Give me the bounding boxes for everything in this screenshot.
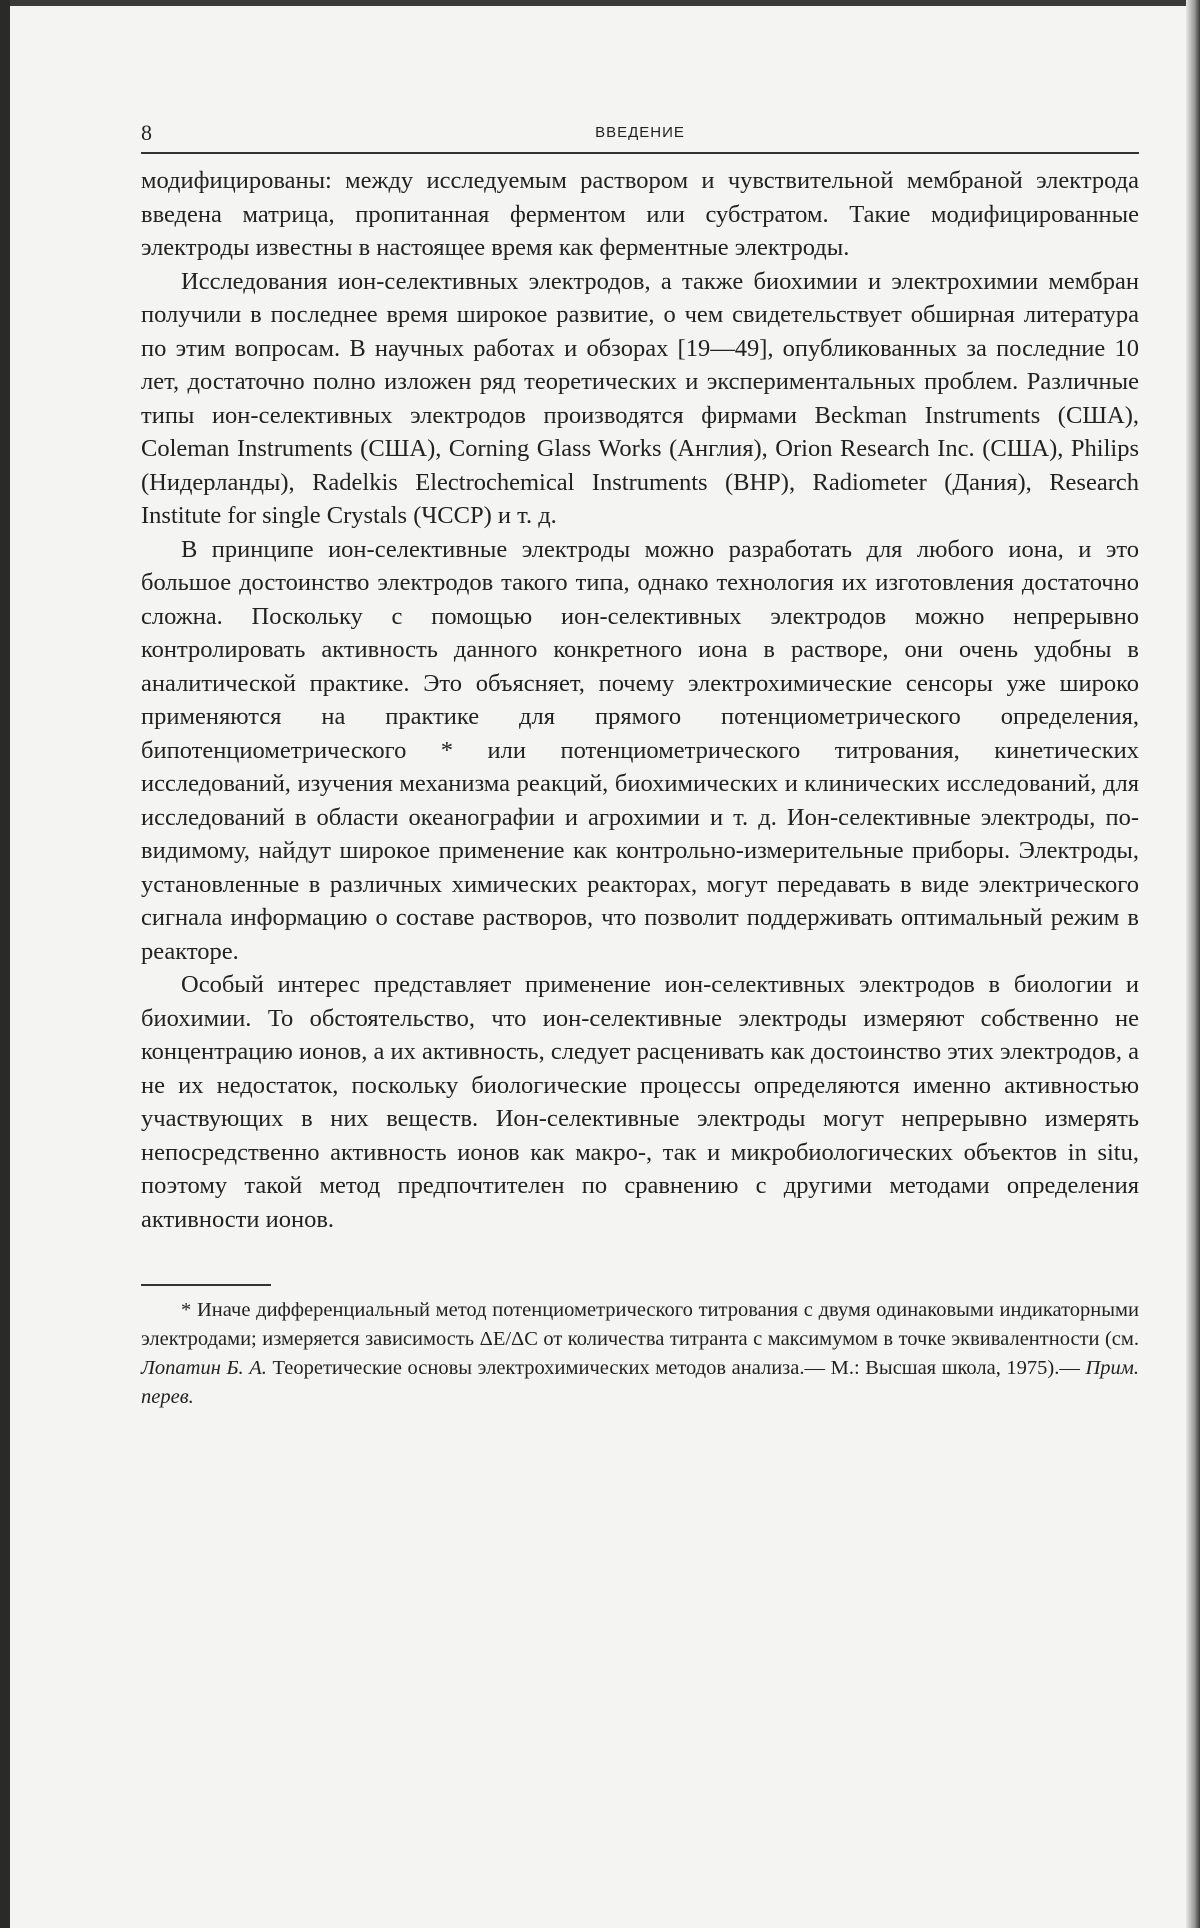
footnote-author: Лопатин Б. А.	[141, 1357, 267, 1379]
footnote	[141, 1296, 1139, 1412]
paragraph-3: В принципе ион-селективные электроды можно разработать для любого иона, и это большое достоинство электродов такого типа, однако технология их изготовления достаточно сложна. Поскольку с помощью ион-селективных электродов можно непрерывно контролировать активность данного конкретного иона в растворе, они очень удобны в аналитической практике. Это объясняет, почему электрохимические сенсоры уже широко применяются на практике для прямого потенциометрического определения, бипотенциометрического * или потенциометрического титрования, кинетических исследований, изучения механизма реакций, биохимических и клинических исследований, для исследований в области океанографии и агрохимии и т. д. Ион-селективные электроды, по-видимому, найдут широкое применение как контрольно-измерительные приборы. Электроды, установленные в различных химических реакторах, могут передавать в виде электрического сигнала информацию о составе растворов, что позволит поддерживать оптимальный режим в реакторе.	[141, 535, 1139, 965]
scan-right-edge	[1186, 0, 1200, 1928]
body-text	[141, 164, 1139, 1236]
running-head	[141, 118, 1139, 154]
page-number: 8	[141, 120, 152, 145]
paragraph-4: Особый интерес представляет применение ион-селективных электродов в биологии и биохимии. То обстоятельство, что ион-селективные электроды измеряют собственно не концентрацию ионов, а их активность, следует расценивать как достоинство этих электродов, а не их недостаток, поскольку биологические процессы определяются именно активностью участвующих в них веществ. Ион-селективные электроды могут непрерывно измерять непосредственно активность ионов как макро-, так и микробиологических объектов in situ, поэтому такой метод предпочтителен по сравнению с другими методами определения активности ионов.	[141, 971, 1139, 1233]
scan-left-edge	[0, 0, 10, 1928]
paragraph-2: Исследования ион-селективных электродов, а также биохимии и электрохимии мембран получили в последнее время широкое развитие, о чем свидетельствует обширная литература по этим вопросам. В научных работах и обзорах [19—49], опубликованных за последние 10 лет, достаточно полно изложен ряд теоретических и экспериментальных проблем. Различные типы ион-селективных электродов производятся фирмами Beckman Instruments (США), Coleman Instruments (США), Corning Glass Works (Англия), Orion Research Inc. (США), Philips (Нидерланды), Radelkis Electrochemical Instruments (ВНР), Radiometer (Дания), Research Institute for single Crystals (ЧССР) и т. д.	[141, 267, 1139, 529]
book-page	[141, 118, 1139, 1412]
footnote-text-after: Теоретические основы электрохимических методов анализа.— М.: Высшая школа, 1975).—	[266, 1357, 1086, 1379]
scan-top-edge	[0, 0, 1200, 6]
footnote-translator-note: Прим. перев.	[141, 1357, 1139, 1408]
section-title: ВВЕДЕНИЕ	[595, 124, 685, 141]
paragraph-1: модифицированы: между исследуемым раствором и чувствительной мембраной электрода введена матрица, пропитанная ферментом или субстратом. Такие модифицированные электроды известны в настоящее время как ферментные электроды.	[141, 167, 1139, 261]
footnote-text-before: * Иначе дифференциальный метод потенциометрического титрования с двумя одинаковыми индикаторными электродами; измеряется зависимость ΔE/ΔC от количества титранта с максимумом в точке эквивалентности (см.	[141, 1299, 1139, 1350]
footnote-divider	[141, 1284, 271, 1286]
